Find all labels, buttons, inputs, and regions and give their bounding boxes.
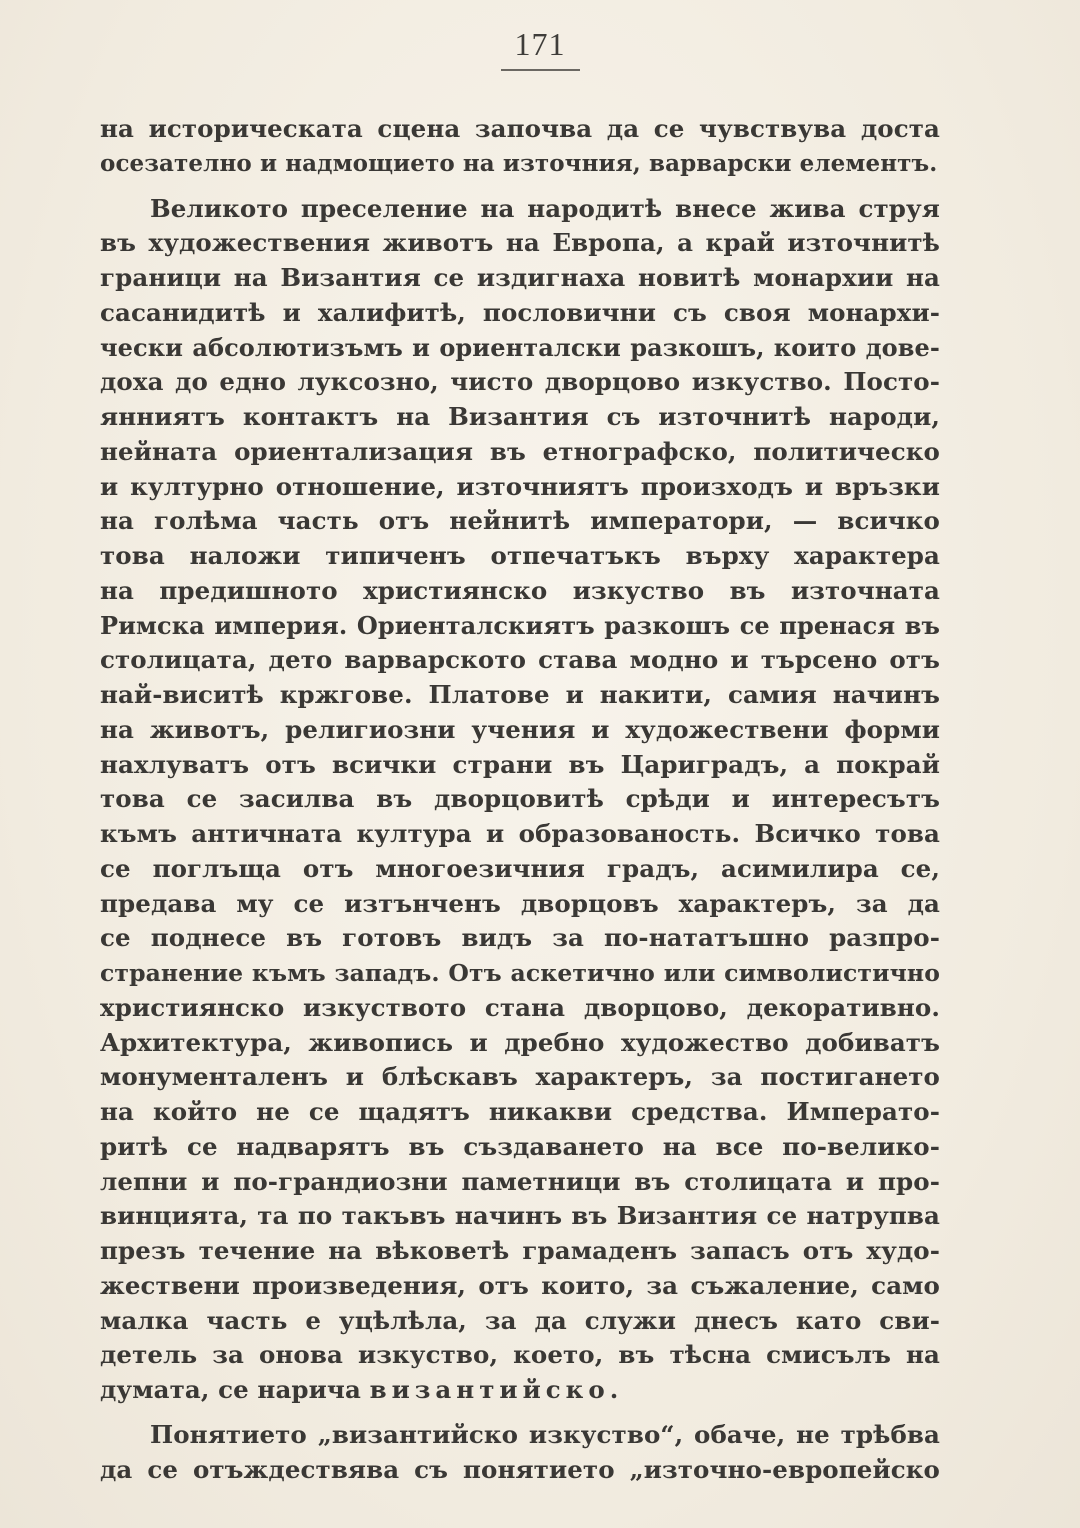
- text-line: граници на Византия се издигнаха новитѣ монархии на: [100, 263, 940, 292]
- page-number: 171: [501, 26, 580, 71]
- text-line: столицата, дето варварското става модно и търсено отъ: [100, 645, 940, 675]
- text-line: чески абсолютизъмъ и ориенталски разкошъ, които дове-: [100, 332, 940, 362]
- text-line: въ художествения животъ на Европа, а край източнитѣ: [100, 228, 940, 258]
- text-line: сасанидитѣ и халифитѣ, пословични съ своя монархи-: [100, 297, 940, 327]
- text-line: нахлуватъ отъ всички страни въ Цариградъ, а покрай: [100, 749, 940, 779]
- text-line: ритѣ се надварятъ въ създаването на все по-велико-: [100, 1131, 940, 1161]
- text-line: Великото преселение на народитѣ внесе жива струя: [150, 193, 940, 223]
- text-line: това се засилва въ дворцовитѣ срѣди и интересътъ: [100, 784, 940, 814]
- text-line: предава му се изтънченъ дворцовъ характеръ, за да: [100, 888, 940, 918]
- paragraph-next: [100, 1418, 940, 1488]
- text-line: Римска империя. Ориенталскиятъ разкошъ се пренася въ: [100, 610, 940, 640]
- text-line: монументаленъ и блѣскавъ характеръ, за постигането: [100, 1062, 940, 1092]
- text-line-final: [100, 1373, 940, 1408]
- text-line: най-виситѣ кржгове. Платове и накити, самия начинъ: [100, 680, 940, 709]
- text-line: и културно отношение, източниятъ произходъ и връзки: [100, 471, 940, 501]
- text-line: осезателно и надмощието на източния, варварски елементъ.: [100, 149, 938, 177]
- text-line: се поднесе въ готовъ видъ за по-нататъшно разпро-: [100, 923, 940, 953]
- text-line: нейната ориентализация въ етнографско, политическо: [100, 436, 940, 466]
- text-line: на животъ, религиозни учения и художествени форми: [100, 714, 940, 744]
- text-line: странение къмъ западъ. Отъ аскетично или символистично: [100, 959, 940, 987]
- text-line: Понятието „византийско изкуство“, обаче, не трѣбва: [150, 1419, 940, 1449]
- text-line: това наложи типиченъ отпечатъкъ върху характера: [100, 541, 940, 570]
- text-line: къмъ античната култура и образованость. Всичко това: [100, 819, 940, 848]
- text-line: да се отъждествява съ понятието „източно-европейско: [100, 1454, 940, 1484]
- text-line: Архитектура, живопись и дребно художество добиватъ: [100, 1027, 940, 1057]
- text-line: доха до едно луксозно, чисто дворцово изкуство. Посто-: [100, 367, 940, 397]
- text-fragment: думата, се нарича: [100, 1375, 361, 1404]
- text-line: на историческата сцена започва да се чувствува доста: [100, 114, 940, 143]
- paragraph-continuation: [100, 112, 940, 182]
- text-line: винцията, та по такъвъ начинъ въ Византия се натрупва: [100, 1201, 940, 1231]
- body-text: [100, 112, 940, 1487]
- text-line: на голѣма часть отъ нейнитѣ императори, — всичко: [100, 506, 940, 536]
- emphasized-word: византийско.: [369, 1375, 624, 1404]
- text-line: презъ течение на вѣковетѣ грамаденъ запасъ отъ худо-: [100, 1236, 940, 1265]
- text-line: жествени произведения, отъ които, за съжаление, само: [100, 1270, 940, 1300]
- text-line: янниятъ контактъ на Византия съ източнитѣ народи,: [100, 402, 940, 431]
- text-line: на предишното християнско изкуство въ източната: [100, 575, 940, 605]
- text-line: малка часть е уцѣлѣла, за да служи днесъ като сви-: [100, 1305, 940, 1335]
- text-line: се поглъща отъ многоезичния градъ, асимилира се,: [100, 853, 940, 883]
- text-line: лепни и по-грандиозни паметници въ столицата и про-: [100, 1166, 940, 1196]
- text-line: на който не се щадятъ никакви средства. Императо-: [100, 1097, 940, 1126]
- paragraph-main: [100, 192, 940, 1408]
- page-header: [0, 26, 1080, 71]
- text-line: християнско изкуството стана дворцово, декоративно.: [100, 992, 940, 1022]
- text-line: детель за онова изкуство, което, въ тѣсна смисълъ на: [100, 1340, 940, 1370]
